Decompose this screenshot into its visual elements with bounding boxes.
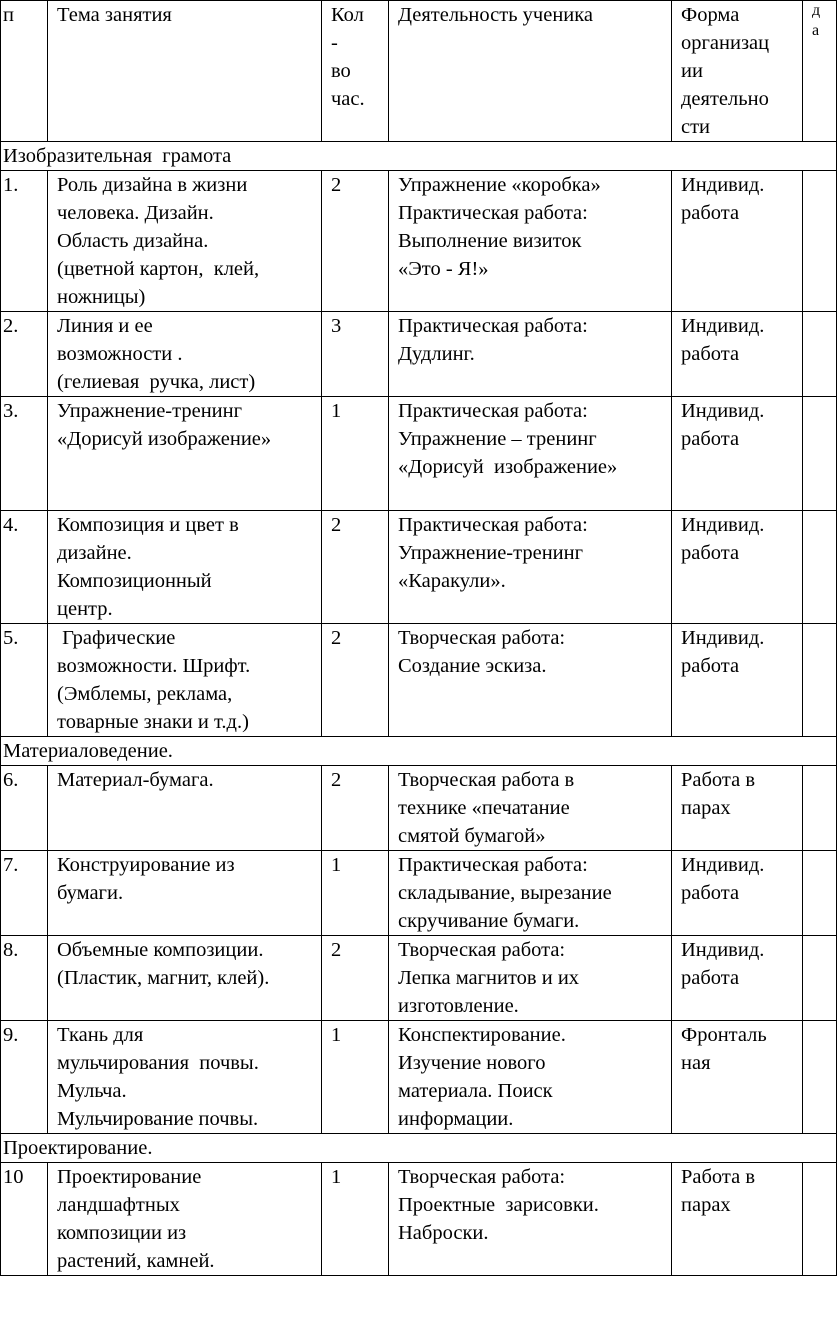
- row-num: 3.: [1, 397, 48, 511]
- row-activity: Практическая работа: Упражнение – тренинг «Дорисуй изображение»: [389, 397, 672, 511]
- header-topic: Тема занятия: [48, 1, 322, 142]
- row-extra: [803, 936, 837, 1021]
- row-activity: Творческая работа в технике «печатание смятой бумагой»: [389, 766, 672, 851]
- header-num: п: [1, 1, 48, 142]
- row-activity: Творческая работа: Лепка магнитов и их изготовление.: [389, 936, 672, 1021]
- row-hours: 1: [322, 1163, 389, 1276]
- row-topic: Ткань для мульчирования почвы. Мульча. Мульчирование почвы.: [48, 1021, 322, 1134]
- row-hours: 2: [322, 624, 389, 737]
- row-extra: [803, 1163, 837, 1276]
- row-form: Индивид. работа: [672, 511, 803, 624]
- row-topic: Конструирование из бумаги.: [48, 851, 322, 936]
- row-topic: Материал-бумага.: [48, 766, 322, 851]
- table-row: [1, 171, 837, 312]
- row-form: Индивид. работа: [672, 851, 803, 936]
- row-hours: 1: [322, 1021, 389, 1134]
- row-extra: [803, 851, 837, 936]
- row-num: 5.: [1, 624, 48, 737]
- row-hours: 2: [322, 171, 389, 312]
- row-topic: Проектирование ландшафтных композиции из растений, камней.: [48, 1163, 322, 1276]
- row-activity: Практическая работа: Упражнение-тренинг «Каракули».: [389, 511, 672, 624]
- row-num: 7.: [1, 851, 48, 936]
- section-row: [1, 737, 837, 766]
- row-num: 10: [1, 1163, 48, 1276]
- table-row: [1, 624, 837, 737]
- row-activity: Практическая работа: складывание, вырезание скручивание бумаги.: [389, 851, 672, 936]
- section-row: [1, 1134, 837, 1163]
- row-activity: Практическая работа: Дудлинг.: [389, 312, 672, 397]
- row-form: Индивид. работа: [672, 397, 803, 511]
- row-hours: 1: [322, 851, 389, 936]
- row-topic: Композиция и цвет в дизайне. Композиционный центр.: [48, 511, 322, 624]
- row-num: 9.: [1, 1021, 48, 1134]
- table-row: [1, 766, 837, 851]
- row-extra: [803, 511, 837, 624]
- table-row: [1, 936, 837, 1021]
- row-extra: [803, 766, 837, 851]
- section-row: [1, 142, 837, 171]
- table-row: [1, 1021, 837, 1134]
- row-topic: Роль дизайна в жизни человека. Дизайн. Область дизайна. (цветной картон, клей, ножницы): [48, 171, 322, 312]
- table-row: [1, 312, 837, 397]
- row-topic: Линия и ее возможности . (гелиевая ручка, лист): [48, 312, 322, 397]
- table-row: [1, 851, 837, 936]
- header-activity: Деятельность ученика: [389, 1, 672, 142]
- header-row: [1, 1, 837, 142]
- row-hours: 3: [322, 312, 389, 397]
- header-form: Форма организац ии деятельно сти: [672, 1, 803, 142]
- row-num: 6.: [1, 766, 48, 851]
- row-topic: Упражнение-тренинг «Дорисуй изображение»: [48, 397, 322, 511]
- row-topic: Объемные композиции. (Пластик, магнит, клей).: [48, 936, 322, 1021]
- row-extra: [803, 171, 837, 312]
- row-activity: Творческая работа: Проектные зарисовки. Наброски.: [389, 1163, 672, 1276]
- row-activity: Конспектирование. Изучение нового материала. Поиск информации.: [389, 1021, 672, 1134]
- row-num: 8.: [1, 936, 48, 1021]
- row-activity: Творческая работа: Создание эскиза.: [389, 624, 672, 737]
- header-hours: Кол - во час.: [322, 1, 389, 142]
- row-extra: [803, 397, 837, 511]
- table-row: [1, 397, 837, 511]
- row-form: Фронталь ная: [672, 1021, 803, 1134]
- row-form: Индивид. работа: [672, 624, 803, 737]
- table-row: [1, 1163, 837, 1276]
- row-hours: 2: [322, 511, 389, 624]
- header-extra: д а: [803, 1, 837, 142]
- row-form: Индивид. работа: [672, 936, 803, 1021]
- row-activity: Упражнение «коробка» Практическая работа: Выполнение визиток «Это - Я!»: [389, 171, 672, 312]
- row-form: Индивид. работа: [672, 171, 803, 312]
- row-num: 2.: [1, 312, 48, 397]
- section-title: Изобразительная грамота: [1, 142, 837, 171]
- row-extra: [803, 312, 837, 397]
- table-row: [1, 511, 837, 624]
- row-num: 4.: [1, 511, 48, 624]
- row-form: Работа в парах: [672, 766, 803, 851]
- row-topic: Графические возможности. Шрифт. (Эмблемы, реклама, товарные знаки и т.д.): [48, 624, 322, 737]
- section-title: Проектирование.: [1, 1134, 837, 1163]
- row-hours: 1: [322, 397, 389, 511]
- row-extra: [803, 1021, 837, 1134]
- row-form: Работа в парах: [672, 1163, 803, 1276]
- row-num: 1.: [1, 171, 48, 312]
- section-title: Материаловедение.: [1, 737, 837, 766]
- row-hours: 2: [322, 936, 389, 1021]
- row-extra: [803, 624, 837, 737]
- row-hours: 2: [322, 766, 389, 851]
- row-form: Индивид. работа: [672, 312, 803, 397]
